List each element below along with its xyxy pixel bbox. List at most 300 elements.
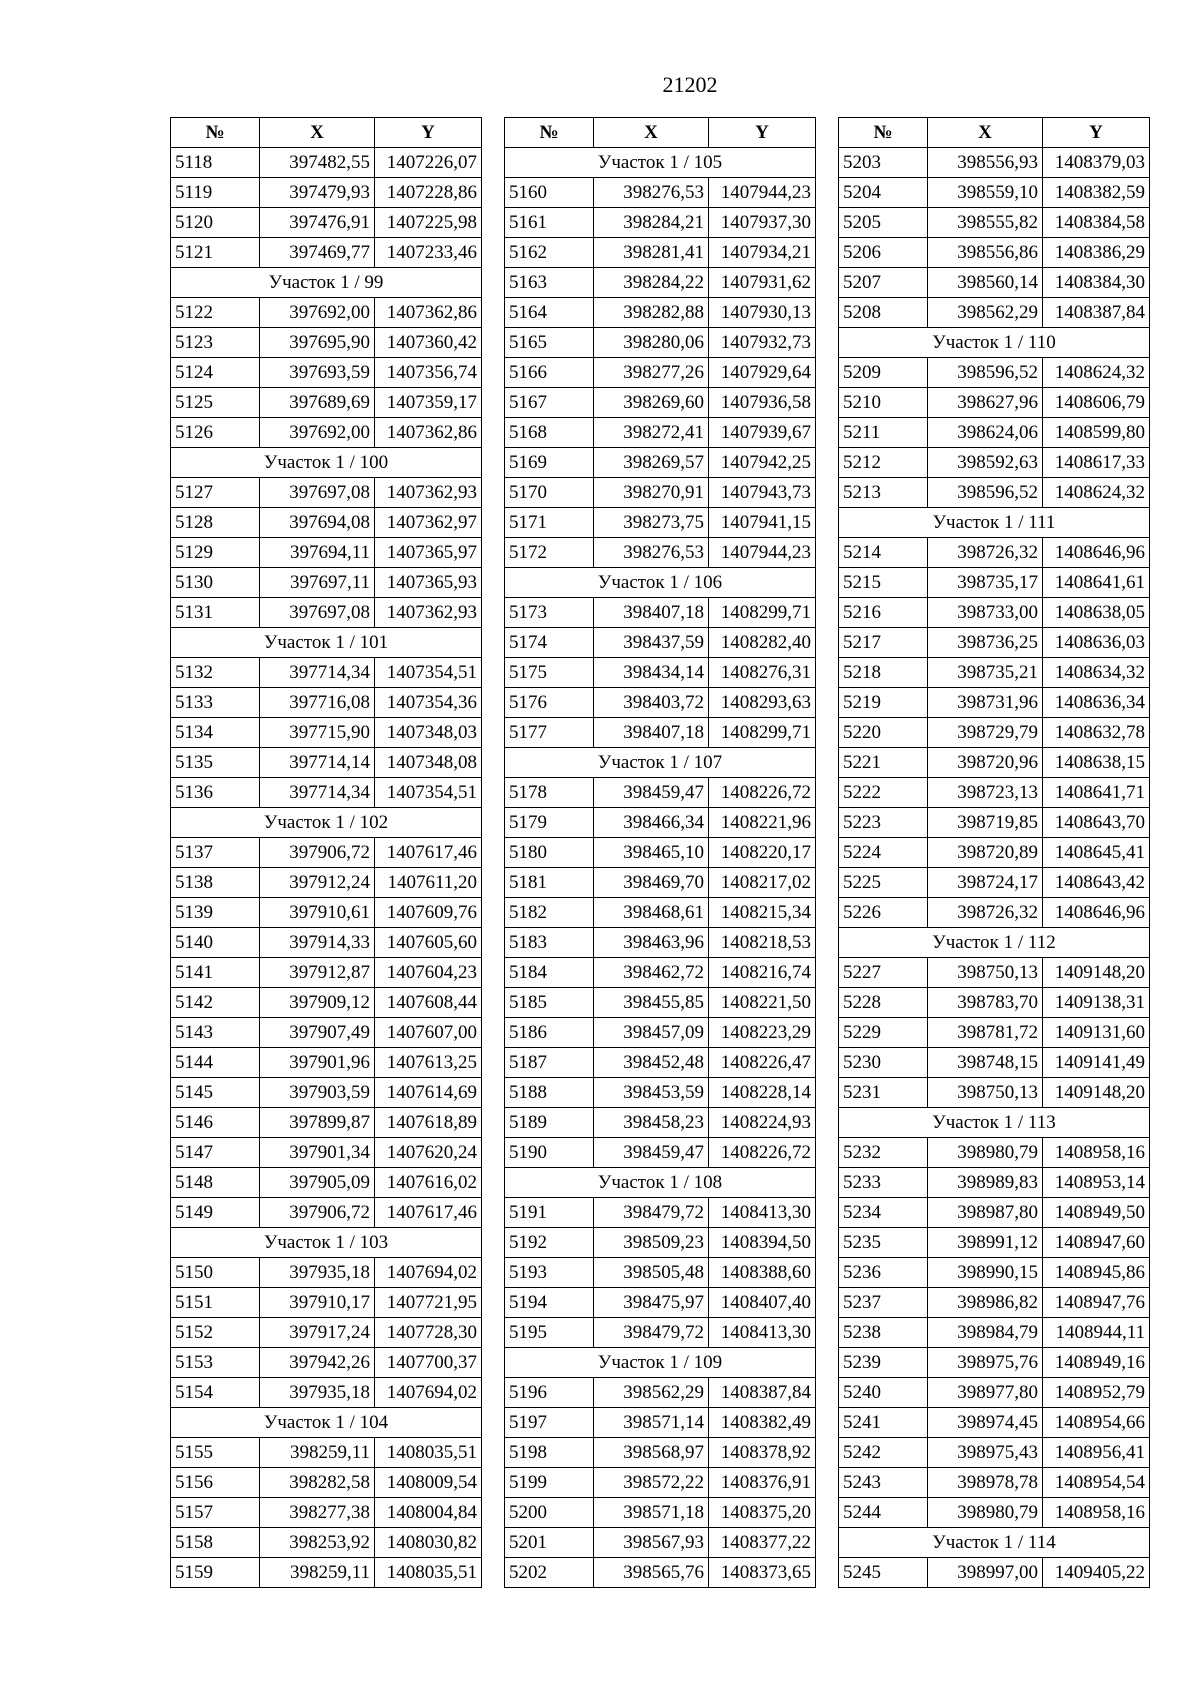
point-number: 5240 xyxy=(839,1378,928,1408)
point-number: 5197 xyxy=(505,1408,594,1438)
y-coordinate: 1408952,79 xyxy=(1043,1378,1150,1408)
y-coordinate: 1408282,40 xyxy=(709,628,816,658)
x-coordinate: 398505,48 xyxy=(594,1258,709,1288)
table-row xyxy=(505,658,816,688)
point-number: 5146 xyxy=(171,1108,260,1138)
y-coordinate: 1408228,14 xyxy=(709,1078,816,1108)
y-coordinate: 1408382,49 xyxy=(709,1408,816,1438)
table-row xyxy=(505,208,816,238)
y-coordinate: 1407941,15 xyxy=(709,508,816,538)
x-coordinate: 398596,52 xyxy=(928,358,1043,388)
point-number: 5196 xyxy=(505,1378,594,1408)
x-coordinate: 398560,14 xyxy=(928,268,1043,298)
y-coordinate: 1408035,51 xyxy=(375,1438,482,1468)
table-row xyxy=(171,1378,482,1408)
x-coordinate: 398567,93 xyxy=(594,1528,709,1558)
x-coordinate: 398475,97 xyxy=(594,1288,709,1318)
section-header-row xyxy=(505,568,816,598)
x-coordinate: 398463,96 xyxy=(594,928,709,958)
point-number: 5167 xyxy=(505,388,594,418)
table-row xyxy=(505,178,816,208)
point-number: 5241 xyxy=(839,1408,928,1438)
y-coordinate: 1407359,17 xyxy=(375,388,482,418)
x-coordinate: 398459,47 xyxy=(594,1138,709,1168)
point-number: 5217 xyxy=(839,628,928,658)
table-row xyxy=(171,838,482,868)
point-number: 5168 xyxy=(505,418,594,448)
y-coordinate: 1407930,13 xyxy=(709,298,816,328)
y-coordinate: 1407608,44 xyxy=(375,988,482,1018)
table-row xyxy=(171,718,482,748)
table-row xyxy=(839,1498,1150,1528)
table-row xyxy=(839,1018,1150,1048)
x-coordinate: 398735,17 xyxy=(928,568,1043,598)
point-number: 5132 xyxy=(171,658,260,688)
point-number: 5162 xyxy=(505,238,594,268)
y-coordinate: 1408638,15 xyxy=(1043,748,1150,778)
table-row xyxy=(171,148,482,178)
point-number: 5201 xyxy=(505,1528,594,1558)
y-coordinate: 1408224,93 xyxy=(709,1108,816,1138)
y-coordinate: 1408221,50 xyxy=(709,988,816,1018)
point-number: 5207 xyxy=(839,268,928,298)
y-coordinate: 1408949,50 xyxy=(1043,1198,1150,1228)
table-row xyxy=(171,1288,482,1318)
table-row xyxy=(839,718,1150,748)
x-coordinate: 398624,06 xyxy=(928,418,1043,448)
table-row xyxy=(505,1528,816,1558)
table-row xyxy=(171,928,482,958)
point-number: 5229 xyxy=(839,1018,928,1048)
x-coordinate: 397482,55 xyxy=(260,148,375,178)
table-row xyxy=(505,838,816,868)
table-row xyxy=(505,448,816,478)
table-row xyxy=(839,598,1150,628)
y-coordinate: 1408379,03 xyxy=(1043,148,1150,178)
table-row xyxy=(505,1498,816,1528)
point-number: 5158 xyxy=(171,1528,260,1558)
section-title: Участок 1 / 109 xyxy=(505,1348,816,1378)
y-coordinate: 1408407,40 xyxy=(709,1288,816,1318)
x-coordinate: 397903,59 xyxy=(260,1078,375,1108)
x-coordinate: 398556,93 xyxy=(928,148,1043,178)
point-number: 5202 xyxy=(505,1558,594,1588)
table-row xyxy=(839,448,1150,478)
x-coordinate: 398468,61 xyxy=(594,898,709,928)
y-coordinate: 1407694,02 xyxy=(375,1378,482,1408)
y-coordinate: 1408958,16 xyxy=(1043,1498,1150,1528)
table-row xyxy=(505,928,816,958)
table-row xyxy=(171,1468,482,1498)
table-row xyxy=(839,1558,1150,1588)
point-number: 5154 xyxy=(171,1378,260,1408)
table-row xyxy=(171,1318,482,1348)
y-coordinate: 1407348,03 xyxy=(375,718,482,748)
x-coordinate: 397695,90 xyxy=(260,328,375,358)
x-coordinate: 398277,26 xyxy=(594,358,709,388)
table-row xyxy=(839,1288,1150,1318)
point-number: 5129 xyxy=(171,538,260,568)
x-coordinate: 398731,96 xyxy=(928,688,1043,718)
point-number: 5238 xyxy=(839,1318,928,1348)
x-coordinate: 398407,18 xyxy=(594,598,709,628)
point-number: 5151 xyxy=(171,1288,260,1318)
point-number: 5236 xyxy=(839,1258,928,1288)
point-number: 5189 xyxy=(505,1108,594,1138)
point-number: 5118 xyxy=(171,148,260,178)
point-number: 5204 xyxy=(839,178,928,208)
point-number: 5208 xyxy=(839,298,928,328)
table-row xyxy=(171,988,482,1018)
x-coordinate: 398273,75 xyxy=(594,508,709,538)
table-row xyxy=(839,388,1150,418)
y-coordinate: 1408636,03 xyxy=(1043,628,1150,658)
y-coordinate: 1408004,84 xyxy=(375,1498,482,1528)
coordinates-table-middle xyxy=(504,117,816,1588)
point-number: 5156 xyxy=(171,1468,260,1498)
point-number: 5214 xyxy=(839,538,928,568)
table-row xyxy=(839,478,1150,508)
x-coordinate: 397901,96 xyxy=(260,1048,375,1078)
point-number: 5218 xyxy=(839,658,928,688)
header-x: X xyxy=(260,118,375,148)
y-coordinate: 1407605,60 xyxy=(375,928,482,958)
point-number: 5190 xyxy=(505,1138,594,1168)
x-coordinate: 398562,29 xyxy=(928,298,1043,328)
table-row xyxy=(505,1288,816,1318)
y-coordinate: 1408954,54 xyxy=(1043,1468,1150,1498)
y-coordinate: 1408384,58 xyxy=(1043,208,1150,238)
y-coordinate: 1408643,42 xyxy=(1043,868,1150,898)
table-row xyxy=(839,688,1150,718)
x-coordinate: 398977,80 xyxy=(928,1378,1043,1408)
x-coordinate: 398403,72 xyxy=(594,688,709,718)
table-row xyxy=(839,538,1150,568)
x-coordinate: 398455,85 xyxy=(594,988,709,1018)
y-coordinate: 1408035,51 xyxy=(375,1558,482,1588)
section-header-row xyxy=(839,328,1150,358)
y-coordinate: 1408388,60 xyxy=(709,1258,816,1288)
x-coordinate: 398733,00 xyxy=(928,598,1043,628)
point-number: 5149 xyxy=(171,1198,260,1228)
table-row xyxy=(505,1108,816,1138)
point-number: 5194 xyxy=(505,1288,594,1318)
x-coordinate: 397910,61 xyxy=(260,898,375,928)
x-coordinate: 398509,23 xyxy=(594,1228,709,1258)
section-title: Участок 1 / 112 xyxy=(839,928,1150,958)
table-row xyxy=(505,958,816,988)
x-coordinate: 398571,14 xyxy=(594,1408,709,1438)
table-row xyxy=(171,898,482,928)
point-number: 5226 xyxy=(839,898,928,928)
section-title: Участок 1 / 108 xyxy=(505,1168,816,1198)
point-number: 5239 xyxy=(839,1348,928,1378)
section-title: Участок 1 / 103 xyxy=(171,1228,482,1258)
y-coordinate: 1407620,24 xyxy=(375,1138,482,1168)
point-number: 5223 xyxy=(839,808,928,838)
y-coordinate: 1409141,49 xyxy=(1043,1048,1150,1078)
point-number: 5131 xyxy=(171,598,260,628)
section-header-row xyxy=(505,1348,816,1378)
point-number: 5141 xyxy=(171,958,260,988)
point-number: 5124 xyxy=(171,358,260,388)
y-coordinate: 1409405,22 xyxy=(1043,1558,1150,1588)
y-coordinate: 1408624,32 xyxy=(1043,478,1150,508)
y-coordinate: 1409131,60 xyxy=(1043,1018,1150,1048)
header-y: Y xyxy=(709,118,816,148)
table-row xyxy=(171,1078,482,1108)
section-header-row xyxy=(839,928,1150,958)
x-coordinate: 397692,00 xyxy=(260,418,375,448)
table-row xyxy=(839,838,1150,868)
x-coordinate: 398750,13 xyxy=(928,958,1043,988)
x-coordinate: 398282,88 xyxy=(594,298,709,328)
table-row xyxy=(839,1138,1150,1168)
x-coordinate: 398986,82 xyxy=(928,1288,1043,1318)
y-coordinate: 1408218,53 xyxy=(709,928,816,958)
point-number: 5139 xyxy=(171,898,260,928)
x-coordinate: 398571,18 xyxy=(594,1498,709,1528)
point-number: 5143 xyxy=(171,1018,260,1048)
point-number: 5127 xyxy=(171,478,260,508)
x-coordinate: 398259,11 xyxy=(260,1438,375,1468)
y-coordinate: 1408641,61 xyxy=(1043,568,1150,598)
y-coordinate: 1408624,32 xyxy=(1043,358,1150,388)
y-coordinate: 1407939,67 xyxy=(709,418,816,448)
point-number: 5125 xyxy=(171,388,260,418)
point-number: 5243 xyxy=(839,1468,928,1498)
y-coordinate: 1407362,93 xyxy=(375,478,482,508)
x-coordinate: 398479,72 xyxy=(594,1318,709,1348)
point-number: 5120 xyxy=(171,208,260,238)
y-coordinate: 1407362,97 xyxy=(375,508,482,538)
y-coordinate: 1407617,46 xyxy=(375,1198,482,1228)
x-coordinate: 398469,70 xyxy=(594,868,709,898)
point-number: 5135 xyxy=(171,748,260,778)
table-row xyxy=(171,298,482,328)
x-coordinate: 397912,87 xyxy=(260,958,375,988)
y-coordinate: 1407613,25 xyxy=(375,1048,482,1078)
point-number: 5192 xyxy=(505,1228,594,1258)
table-row xyxy=(171,778,482,808)
x-coordinate: 398281,41 xyxy=(594,238,709,268)
x-coordinate: 398978,78 xyxy=(928,1468,1043,1498)
x-coordinate: 398562,29 xyxy=(594,1378,709,1408)
table-row xyxy=(171,418,482,448)
x-coordinate: 398724,17 xyxy=(928,868,1043,898)
point-number: 5231 xyxy=(839,1078,928,1108)
table-row xyxy=(505,778,816,808)
y-coordinate: 1407932,73 xyxy=(709,328,816,358)
table-row xyxy=(171,1048,482,1078)
x-coordinate: 398729,79 xyxy=(928,718,1043,748)
table-row xyxy=(171,1258,482,1288)
point-number: 5130 xyxy=(171,568,260,598)
x-coordinate: 397694,11 xyxy=(260,538,375,568)
header-number: № xyxy=(171,118,260,148)
y-coordinate: 1408299,71 xyxy=(709,718,816,748)
table-row xyxy=(171,1018,482,1048)
table-row xyxy=(171,358,482,388)
x-coordinate: 398459,47 xyxy=(594,778,709,808)
point-number: 5244 xyxy=(839,1498,928,1528)
x-coordinate: 398568,97 xyxy=(594,1438,709,1468)
x-coordinate: 398253,92 xyxy=(260,1528,375,1558)
y-coordinate: 1407942,25 xyxy=(709,448,816,478)
x-coordinate: 398272,41 xyxy=(594,418,709,448)
x-coordinate: 397694,08 xyxy=(260,508,375,538)
x-coordinate: 397907,49 xyxy=(260,1018,375,1048)
x-coordinate: 398726,32 xyxy=(928,538,1043,568)
x-coordinate: 397910,17 xyxy=(260,1288,375,1318)
y-coordinate: 1408373,65 xyxy=(709,1558,816,1588)
point-number: 5144 xyxy=(171,1048,260,1078)
x-coordinate: 397905,09 xyxy=(260,1168,375,1198)
y-coordinate: 1408954,66 xyxy=(1043,1408,1150,1438)
x-coordinate: 398479,72 xyxy=(594,1198,709,1228)
point-number: 5122 xyxy=(171,298,260,328)
section-title: Участок 1 / 106 xyxy=(505,568,816,598)
table-row xyxy=(171,1558,482,1588)
x-coordinate: 397935,18 xyxy=(260,1258,375,1288)
point-number: 5237 xyxy=(839,1288,928,1318)
x-coordinate: 398407,18 xyxy=(594,718,709,748)
x-coordinate: 398990,15 xyxy=(928,1258,1043,1288)
y-coordinate: 1408956,41 xyxy=(1043,1438,1150,1468)
y-coordinate: 1408958,16 xyxy=(1043,1138,1150,1168)
section-title: Участок 1 / 100 xyxy=(171,448,482,478)
table-row xyxy=(839,958,1150,988)
point-number: 5119 xyxy=(171,178,260,208)
table-row xyxy=(839,1348,1150,1378)
table-row xyxy=(505,868,816,898)
table-row xyxy=(171,1348,482,1378)
y-coordinate: 1408276,31 xyxy=(709,658,816,688)
x-coordinate: 397697,08 xyxy=(260,478,375,508)
x-coordinate: 398989,83 xyxy=(928,1168,1043,1198)
point-number: 5142 xyxy=(171,988,260,1018)
point-number: 5157 xyxy=(171,1498,260,1528)
x-coordinate: 397899,87 xyxy=(260,1108,375,1138)
table-row xyxy=(171,478,482,508)
point-number: 5215 xyxy=(839,568,928,598)
x-coordinate: 397901,34 xyxy=(260,1138,375,1168)
x-coordinate: 398984,79 xyxy=(928,1318,1043,1348)
table-row xyxy=(171,598,482,628)
point-number: 5228 xyxy=(839,988,928,1018)
x-coordinate: 397714,34 xyxy=(260,658,375,688)
x-coordinate: 398284,22 xyxy=(594,268,709,298)
point-number: 5205 xyxy=(839,208,928,238)
table-row xyxy=(839,268,1150,298)
y-coordinate: 1407609,76 xyxy=(375,898,482,928)
table-row xyxy=(839,238,1150,268)
point-number: 5199 xyxy=(505,1468,594,1498)
y-coordinate: 1408009,54 xyxy=(375,1468,482,1498)
section-header-row xyxy=(171,1408,482,1438)
table-row xyxy=(171,538,482,568)
header-number: № xyxy=(505,118,594,148)
table-row xyxy=(505,238,816,268)
y-coordinate: 1408632,78 xyxy=(1043,718,1150,748)
table-row xyxy=(505,628,816,658)
y-coordinate: 1408377,22 xyxy=(709,1528,816,1558)
table-row xyxy=(171,1168,482,1198)
table-row xyxy=(505,688,816,718)
point-number: 5179 xyxy=(505,808,594,838)
point-number: 5230 xyxy=(839,1048,928,1078)
table-row xyxy=(839,358,1150,388)
y-coordinate: 1408221,96 xyxy=(709,808,816,838)
x-coordinate: 398280,06 xyxy=(594,328,709,358)
y-coordinate: 1408226,72 xyxy=(709,1138,816,1168)
point-number: 5174 xyxy=(505,628,594,658)
table-row xyxy=(171,208,482,238)
table-row xyxy=(505,1078,816,1108)
y-coordinate: 1407617,46 xyxy=(375,838,482,868)
y-coordinate: 1408384,30 xyxy=(1043,268,1150,298)
y-coordinate: 1408293,63 xyxy=(709,688,816,718)
table-header-row xyxy=(171,118,482,148)
section-header-row xyxy=(839,1108,1150,1138)
point-number: 5191 xyxy=(505,1198,594,1228)
x-coordinate: 397935,18 xyxy=(260,1378,375,1408)
table-row xyxy=(839,1468,1150,1498)
table-row xyxy=(171,328,482,358)
section-header-row xyxy=(171,268,482,298)
y-coordinate: 1407226,07 xyxy=(375,148,482,178)
coordinates-table-right xyxy=(838,117,1150,1588)
table-row xyxy=(171,388,482,418)
x-coordinate: 398259,11 xyxy=(260,1558,375,1588)
table-row xyxy=(839,1198,1150,1228)
y-coordinate: 1408634,32 xyxy=(1043,658,1150,688)
table-row xyxy=(839,1408,1150,1438)
x-coordinate: 398458,23 xyxy=(594,1108,709,1138)
y-coordinate: 1407700,37 xyxy=(375,1348,482,1378)
y-coordinate: 1408226,47 xyxy=(709,1048,816,1078)
y-coordinate: 1408223,29 xyxy=(709,1018,816,1048)
x-coordinate: 398270,91 xyxy=(594,478,709,508)
section-title: Участок 1 / 113 xyxy=(839,1108,1150,1138)
table-row xyxy=(505,718,816,748)
table-row xyxy=(171,178,482,208)
section-title: Участок 1 / 99 xyxy=(171,268,482,298)
x-coordinate: 398556,86 xyxy=(928,238,1043,268)
header-number: № xyxy=(839,118,928,148)
point-number: 5225 xyxy=(839,868,928,898)
x-coordinate: 398720,89 xyxy=(928,838,1043,868)
table-row xyxy=(505,1048,816,1078)
point-number: 5181 xyxy=(505,868,594,898)
y-coordinate: 1407225,98 xyxy=(375,208,482,238)
table-row xyxy=(505,1408,816,1438)
y-coordinate: 1407604,23 xyxy=(375,958,482,988)
point-number: 5242 xyxy=(839,1438,928,1468)
point-number: 5224 xyxy=(839,838,928,868)
x-coordinate: 398723,13 xyxy=(928,778,1043,808)
y-coordinate: 1409148,20 xyxy=(1043,958,1150,988)
point-number: 5133 xyxy=(171,688,260,718)
table-row xyxy=(505,1198,816,1228)
table-row xyxy=(171,958,482,988)
x-coordinate: 398726,32 xyxy=(928,898,1043,928)
point-number: 5219 xyxy=(839,688,928,718)
section-title: Участок 1 / 114 xyxy=(839,1528,1150,1558)
point-number: 5134 xyxy=(171,718,260,748)
table-row xyxy=(839,988,1150,1018)
y-coordinate: 1408375,20 xyxy=(709,1498,816,1528)
